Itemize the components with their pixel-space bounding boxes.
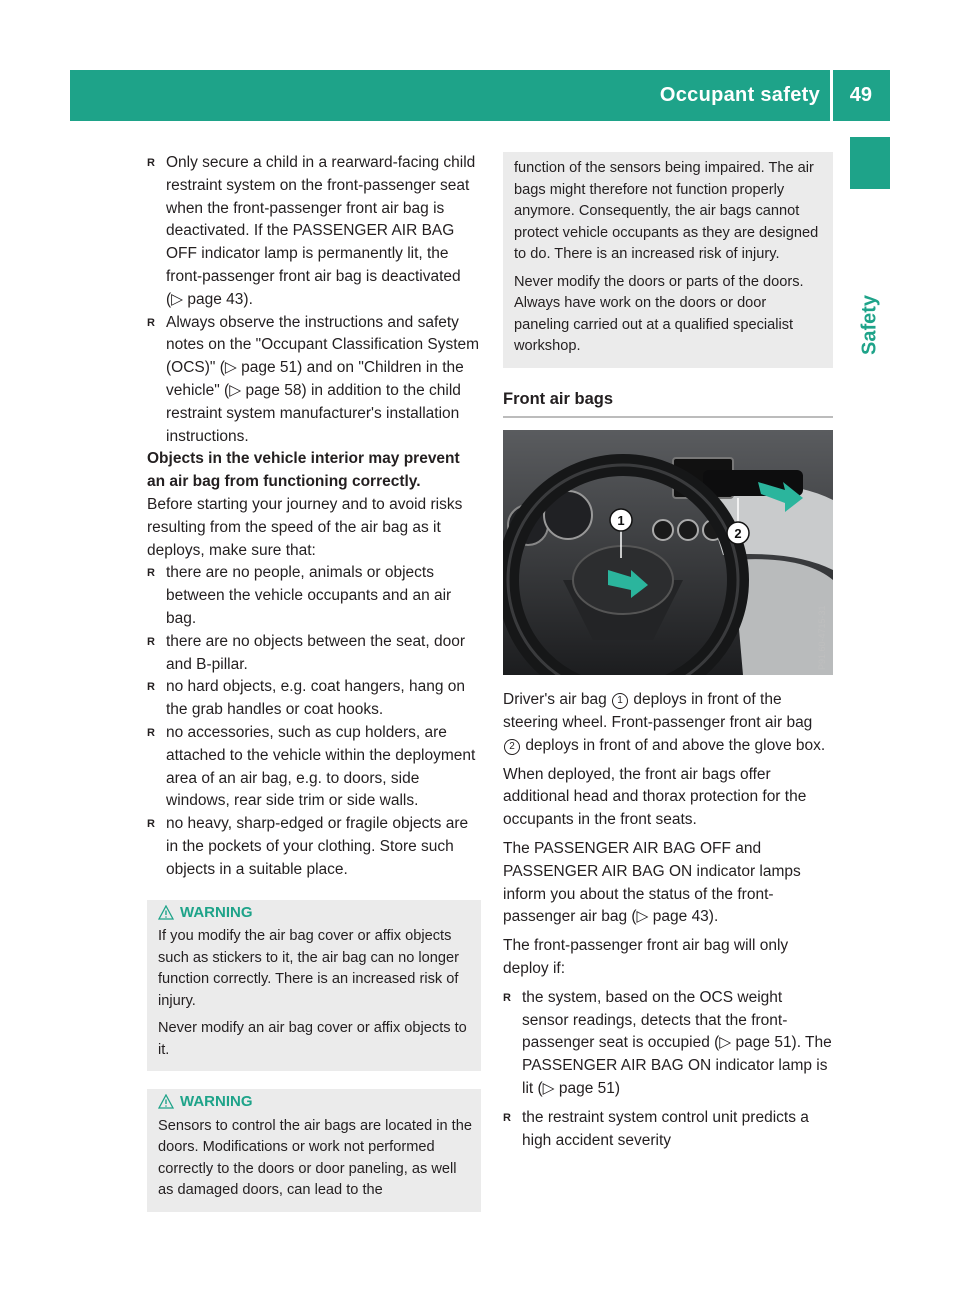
warning-box-continued <box>503 152 833 368</box>
warning-triangle-icon <box>158 1094 174 1109</box>
front-air-bags-heading: Front air bags <box>503 388 833 419</box>
warning-triangle-icon <box>158 905 174 920</box>
page-number: 49 <box>849 84 872 106</box>
bullet-item: R the system, based on the OCS weight sensor readings, detects that the front-passenger seat is occupied (▷ page 51). The PASSENGER AIR BAG ON indicator lamp is lit (▷ page 51) <box>503 987 833 1101</box>
bullet-item: R Always observe the instructions and safety notes on the "Occupant Classification System (OCS)" (▷ page 51) and on "Children in the vehicle" (▷ page 58) in addition to the child restraint system manufacturer's installation instructions. <box>147 312 481 449</box>
side-tab-marker <box>850 137 890 189</box>
bullet-item: R Only secure a child in a rearward-facing child restraint system on the front-passenger seat when the front-passenger front air bag is deactivated. If the PASSENGER AIR BAG OFF indicator lamp is permanently lit, the front-passenger front air bag is deactivated (▷ page 43). <box>147 152 481 312</box>
header-bar <box>70 70 890 121</box>
figure-code: P91.60-4715-31 <box>817 605 827 671</box>
warning-box <box>147 900 481 1072</box>
bullet-item: R no hard objects, e.g. coat hangers, hang on the grab handles or coat hooks. <box>147 676 481 722</box>
warning-title: WARNING <box>180 903 253 921</box>
figure-callout-1: 1 <box>617 513 625 529</box>
warning-text: If you modify the air bag cover or affix objects such as stickers to it, the air bag can no longer function correctly. There is an increased risk of injury. <box>158 928 459 1009</box>
warning-text: function of the sensors being impaired. The air bags might therefore not function properly anymore. Consequently, the air bags cannot protect vehicle occupants as they are designed to do. There is an increased risk of injury. <box>514 160 819 262</box>
bullet-item: R no heavy, sharp-edged or fragile objects are in the pockets of your clothing. Store such objects in a suitable place. <box>147 813 481 881</box>
indicator-lamps-paragraph: The PASSENGER AIR BAG OFF and PASSENGER AIR BAG ON indicator lamps inform you about the status of the front-passenger air bag (▷ page 43). <box>503 840 801 926</box>
bullet-item: R the restraint system control unit predicts a high accident severity <box>503 1107 833 1153</box>
objects-heading: Objects in the vehicle interior may prevent an air bag from functioning correctly. <box>147 450 460 491</box>
side-tab-label: Safety <box>858 294 881 355</box>
bullet-item: R there are no people, animals or objects between the vehicle occupants and an air bag. <box>147 562 481 630</box>
bullet-item: R there are no objects between the seat, door and B-pillar. <box>147 631 481 677</box>
section-title: Occupant safety <box>659 84 820 106</box>
driver-air-bag-paragraph <box>503 689 833 757</box>
warning-text: Never modify the doors or parts of the doors. Always have work on the doors or door paneling carried out at a qualified specialist workshop. <box>514 273 804 354</box>
figure-callout-2: 2 <box>734 526 742 542</box>
right-column <box>503 152 833 1152</box>
air-bag-figure <box>503 430 833 675</box>
deploy-condition-paragraph: The front-passenger front air bag will only deploy if: <box>503 937 789 978</box>
para-text: deploys in front of and above the glove box. <box>525 736 826 754</box>
para-text: Driver's air bag <box>503 691 607 709</box>
para-text: deploys in front of the steering wheel. Front-passenger front air bag <box>503 691 813 732</box>
objects-intro: Before starting your journey and to avoid risks resulting from the speed of the air bag as it deploys, make sure that: <box>147 495 463 559</box>
warning-box <box>147 1089 481 1212</box>
warning-text: Sensors to control the air bags are located in the doors. Modifications or work not performed correctly to the doors or door paneling, as well as damaged doors, can lead to the <box>158 1117 472 1198</box>
callout-1: 1 <box>612 693 628 709</box>
callout-2: 2 <box>504 739 520 755</box>
left-column <box>147 152 481 1212</box>
deployment-paragraph: When deployed, the front air bags offer additional head and thorax protection for the occupants in the front seats. <box>503 765 807 829</box>
dashboard-illustration <box>503 430 833 675</box>
header-separator <box>830 70 833 121</box>
warning-text: Never modify an air bag cover or affix objects to it. <box>158 1020 467 1058</box>
warning-title: WARNING <box>180 1093 253 1110</box>
bullet-item: R no accessories, such as cup holders, are attached to the vehicle within the deployment area of an air bag, e.g. to doors, side windows, rear side trim or side walls. <box>147 722 481 813</box>
